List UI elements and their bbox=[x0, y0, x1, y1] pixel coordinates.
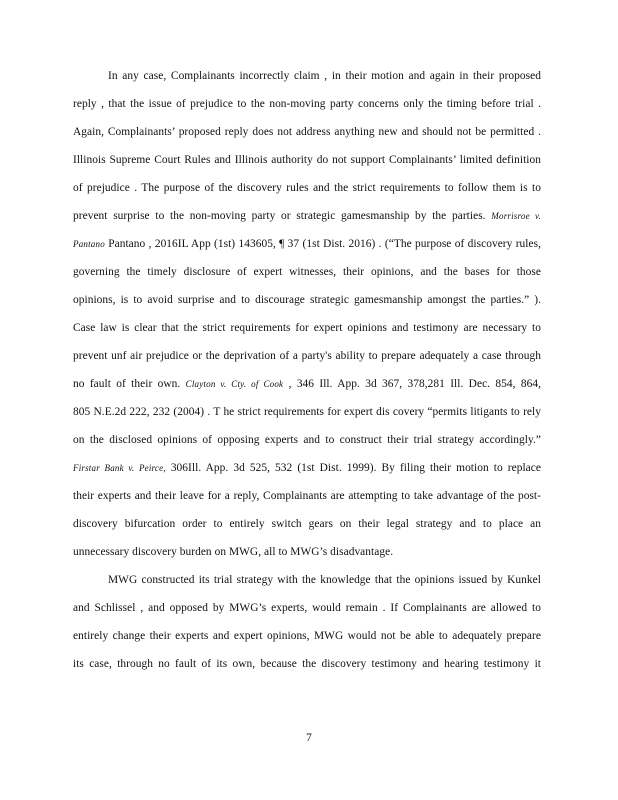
citation-case-name: Pantano bbox=[73, 239, 105, 249]
text-line: discovery bifurcation order to entirely switch gears on their legal strategy and to place an bbox=[73, 518, 541, 530]
text-line: reply , that the issue of prejudice to the non-moving party concerns only the timing before trial . bbox=[73, 98, 541, 110]
text-line: on the disclosed opinions of opposing experts and to construct their trial strategy accordingly.” bbox=[73, 434, 541, 446]
citation-case-name: Clayton v. Cty. of Cook bbox=[185, 379, 284, 389]
text-line: 805 N.E.2d 222, 232 (2004) . T he strict requirements for expert dis covery “permits litigants to rely bbox=[73, 406, 541, 418]
text-line: Again, Complainants’ proposed reply does not address anything new and should not be permitted . bbox=[73, 126, 541, 138]
text-line: opinions, is to avoid surprise and to discourage strategic gamesmanship amongst the parties.” ). bbox=[73, 294, 541, 306]
text-line: Illinois Supreme Court Rules and Illinois authority do not support Complainants’ limited definition bbox=[73, 154, 541, 166]
text-line: entirely change their experts and expert opinions, MWG would not be able to adequately prepare bbox=[73, 630, 541, 642]
text-line: Firstar Bank v. Peirce, 306Ill. App. 3d 525, 532 (1st Dist. 1999). By filing their motion to replace bbox=[73, 462, 541, 474]
text-line: Pantano Pantano , 2016IL App (1st) 143605, ¶ 37 (1st Dist. 2016) . (“The purpose of discovery rules, bbox=[73, 238, 541, 250]
text-line: and Schlissel , and opposed by MWG’s experts, would remain . If Complainants are allowed to bbox=[73, 602, 541, 614]
text-line: In any case, Complainants incorrectly claim , in their motion and again in their proposed bbox=[108, 70, 541, 82]
text-line: no fault of their own. Clayton v. Cty. of Cook , 346 Ill. App. 3d 367, 378,281 Ill. Dec. 854, 864, bbox=[73, 378, 541, 390]
text-line: MWG constructed its trial strategy with the knowledge that the opinions issued by Kunkel bbox=[108, 574, 541, 586]
text-line: unnecessary discovery burden on MWG, all to MWG’s disadvantage. bbox=[73, 546, 394, 558]
text-line: its case, through no fault of its own, because the discovery testimony and hearing testimony it bbox=[73, 658, 541, 670]
citation-case-name: Firstar Bank v. Peirce, bbox=[73, 463, 166, 473]
text-line: prevent unf air prejudice or the deprivation of a party's ability to prepare adequately a case through bbox=[73, 350, 541, 362]
text-line: prevent surprise to the non-moving party or strategic gamesmanship by the parties. Morrisroe v. bbox=[73, 210, 541, 222]
text-line: governing the timely disclosure of expert witnesses, their opinions, and the bases for those bbox=[73, 266, 541, 278]
text-line: their experts and their leave for a reply, Complainants are attempting to take advantage of the post- bbox=[73, 490, 541, 502]
text-line: Case law is clear that the strict requirements for expert opinions and testimony are necessary to bbox=[73, 322, 541, 334]
citation-case-name: Morrisroe v. bbox=[491, 211, 541, 221]
page-number: 7 bbox=[306, 732, 312, 744]
text-line: of prejudice . The purpose of the discovery rules and the strict requirements to follow them is to bbox=[73, 182, 541, 194]
